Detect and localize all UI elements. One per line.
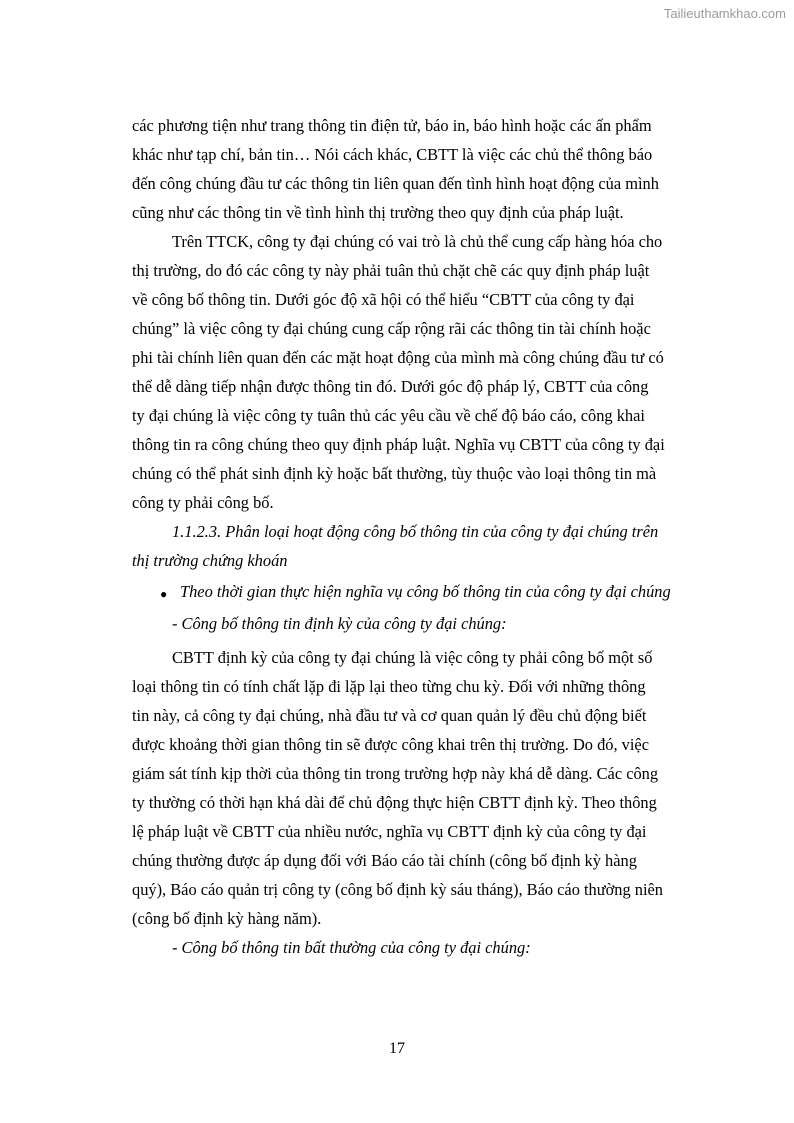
text-line: về công bố thông tin. Dưới góc độ xã hội có thể hiểu “CBTT của công ty đại (132, 290, 635, 309)
text-line: quý), Báo cáo quản trị công ty (công bố định kỳ sáu tháng), Báo cáo thường niên (132, 880, 664, 899)
text-line: ty thường có thời hạn khá dài để chủ động thực hiện CBTT định kỳ. Theo thông (132, 793, 657, 812)
watermark: Tailieuthamkhao.com (663, 6, 786, 21)
text-line: chúng có thể phát sinh định kỳ hoặc bất thường, tùy thuộc vào loại thông tin mà (132, 464, 657, 483)
text-line: lệ pháp luật về CBTT của nhiều nước, nghĩa vụ CBTT định kỳ của công ty đại (132, 822, 647, 841)
paragraph-first-line: Trên TTCK, công ty đại chúng có vai trò là chủ thể cung cấp hàng hóa cho (172, 232, 663, 251)
paragraph-first-line: CBTT định kỳ của công ty đại chúng là việc công ty phải công bố một số (172, 648, 653, 667)
section-heading-cont: thị trường chứng khoán (132, 551, 288, 570)
text-line: thông tin ra công chúng theo quy định pháp luật. Nghĩa vụ CBTT của công ty đại (132, 435, 665, 454)
text-line: giám sát tính kịp thời của thông tin trong trường hợp này khá dễ dàng. Các công (132, 764, 659, 783)
text-line: ty đại chúng là việc công ty tuân thủ các yêu cầu về chế độ báo cáo, công khai (132, 406, 645, 425)
dash-item-periodic: - Công bố thông tin định kỳ của công ty đại chúng: (172, 614, 507, 633)
dash-item-irregular: - Công bố thông tin bất thường của công ty đại chúng: (172, 938, 531, 957)
text-line: (công bố định kỳ hàng năm). (132, 909, 322, 928)
text-line: cũng như các thông tin về tình hình thị trường theo quy định của pháp luật. (132, 203, 624, 222)
text-line: loại thông tin có tính chất lặp đi lặp lại theo từng chu kỳ. Đối với những thông (132, 677, 646, 696)
text-line: phi tài chính liên quan đến các mặt hoạt động của mình mà công chúng đầu tư có (132, 348, 664, 367)
section-heading: 1.1.2.3. Phân loại hoạt động công bố thông tin của công ty đại chúng trên (172, 522, 659, 541)
text-line: chúng” là việc công ty đại chúng cung cấp rộng rãi các thông tin tài chính hoặc (132, 319, 651, 338)
bullet-icon: ● (160, 587, 168, 601)
text-line: công ty phải công bố. (132, 493, 274, 512)
page-number: 17 (389, 1040, 405, 1057)
text-line: chúng thường được áp dụng đối với Báo cáo tài chính (công bố định kỳ hàng (132, 851, 637, 870)
text-line: được khoảng thời gian thông tin sẽ được công khai trên thị trường. Do đó, việc (132, 735, 649, 754)
text-line: khác như tạp chí, bản tin… Nói cách khác, CBTT là việc các chủ thể thông báo (132, 145, 653, 164)
text-line: đến công chúng đầu tư các thông tin liên quan đến tình hình hoạt động của mình (132, 174, 659, 193)
bullet-item: Theo thời gian thực hiện nghĩa vụ công bố thông tin của công ty đại chúng (180, 582, 671, 601)
text-line: tin này, cả công ty đại chúng, nhà đầu tư và cơ quan quản lý đều chủ động biết (132, 706, 647, 725)
text-line: các phương tiện như trang thông tin điện tử, báo in, báo hình hoặc các ấn phẩm (132, 116, 652, 135)
text-line: thị trường, do đó các công ty này phải tuân thủ chặt chẽ các quy định pháp luật (132, 261, 650, 280)
text-line: thể dễ dàng tiếp nhận được thông tin đó. Dưới góc độ pháp lý, CBTT của công (132, 377, 649, 396)
